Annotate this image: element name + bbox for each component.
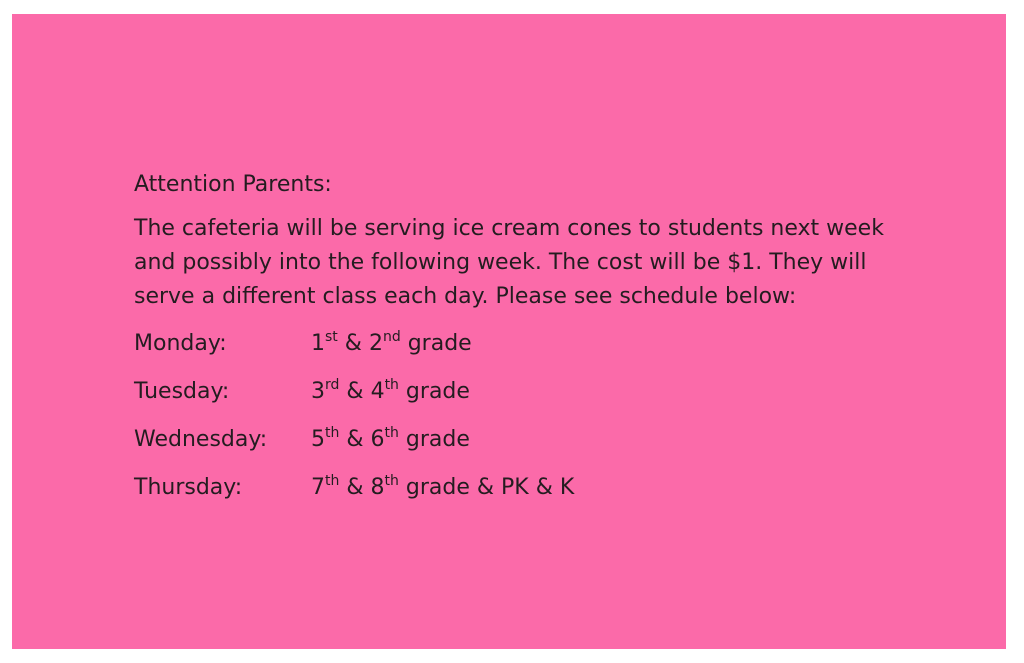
schedule-grades: [311, 471, 574, 505]
ordinal-suffix: th: [384, 425, 399, 441]
notice-greeting: Attention Parents:: [134, 172, 332, 197]
schedule-day: Thursday:: [134, 475, 243, 500]
ordinal-suffix: th: [325, 473, 340, 489]
notice-content: [134, 168, 934, 512]
notice-body: The cafeteria will be serving ice cream cones to students next week and possibly into the following week. The cost will be $1. They will serve a different class each day. Please see schedule below:: [134, 216, 884, 309]
grade-joiner: &: [339, 379, 371, 404]
grade-number: 2: [368, 331, 383, 356]
schedule-day: Monday:: [134, 331, 227, 356]
grade-joiner: &: [339, 427, 371, 452]
grade-number: 8: [370, 475, 385, 500]
grade-number: 4: [370, 379, 385, 404]
grade-number: 7: [311, 475, 325, 500]
grade-tail: grade & PK & K: [398, 475, 575, 500]
ordinal-suffix: th: [384, 473, 399, 489]
schedule-row-thursday: [134, 464, 934, 512]
schedule-grades: [311, 423, 470, 457]
schedule-grades: [311, 375, 470, 409]
schedule-row-monday: [134, 320, 934, 368]
schedule-grades: [311, 327, 472, 361]
schedule-list: [134, 320, 934, 512]
ordinal-suffix: th: [384, 377, 399, 393]
ordinal-suffix: st: [325, 329, 338, 345]
schedule-day: Wednesday:: [134, 427, 268, 452]
schedule-row-wednesday: [134, 416, 934, 464]
ordinal-suffix: rd: [325, 377, 340, 393]
ordinal-suffix: th: [325, 425, 340, 441]
grade-number: 5: [311, 427, 325, 452]
grade-number: 3: [311, 379, 325, 404]
notice-sheet: [12, 14, 1006, 649]
schedule-row-tuesday: [134, 368, 934, 416]
grade-tail: grade: [398, 379, 470, 404]
grade-tail: grade: [400, 331, 472, 356]
ordinal-suffix: nd: [382, 329, 401, 345]
schedule-day: Tuesday:: [134, 379, 230, 404]
grade-tail: grade: [398, 427, 470, 452]
grade-number: 6: [370, 427, 385, 452]
grade-joiner: &: [339, 475, 371, 500]
grade-joiner: &: [337, 331, 369, 356]
grade-number: 1: [311, 331, 325, 356]
